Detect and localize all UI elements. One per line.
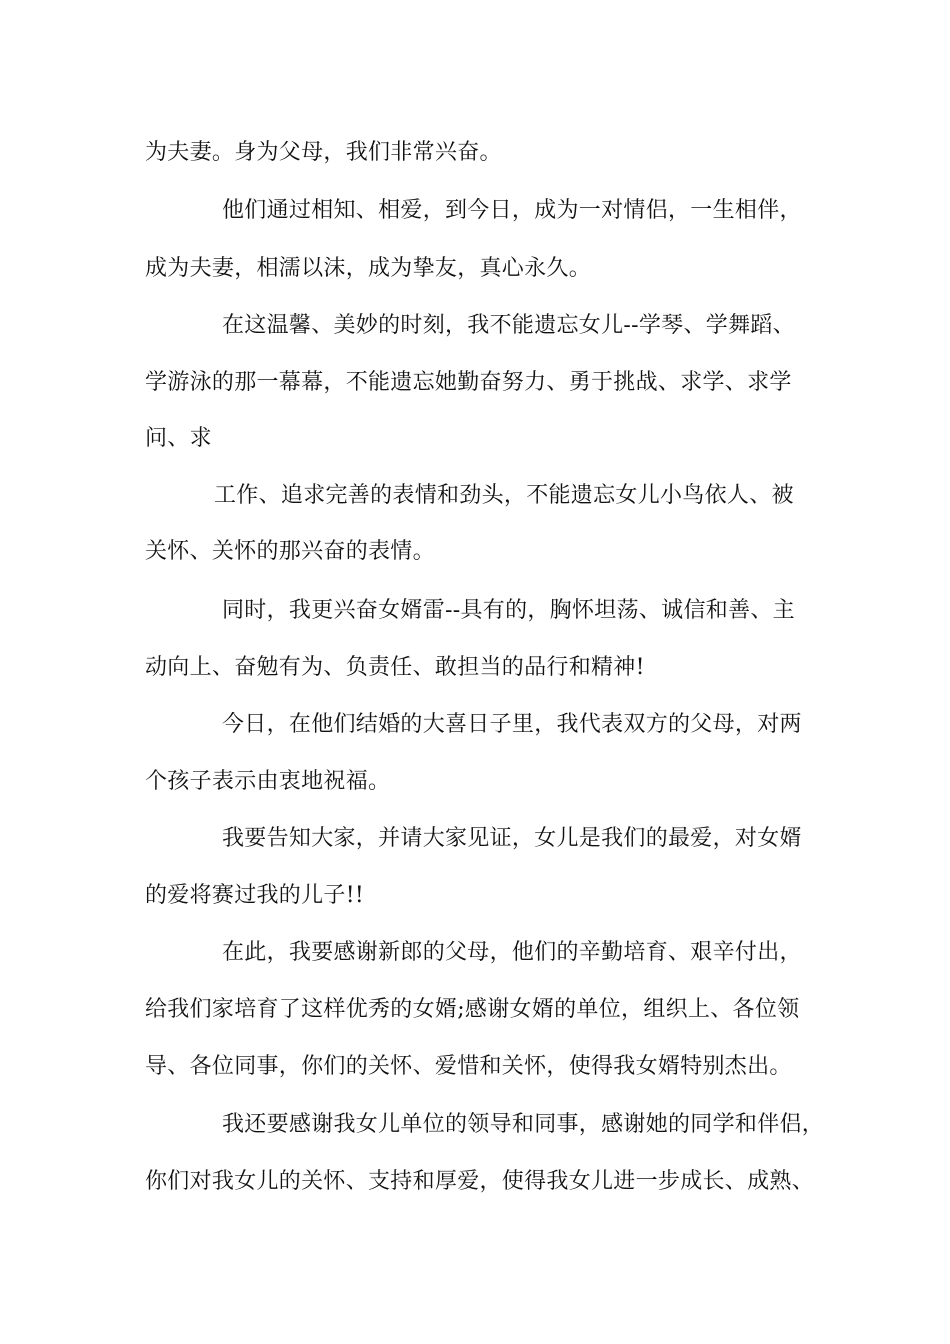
paragraph-start-line: 在这温馨、美妙的时刻，我不能遗忘女儿--学琴、学舞蹈、 bbox=[222, 313, 795, 338]
paragraph-start-line: 今日，在他们结婚的大喜日子里，我代表双方的父母，对两 bbox=[222, 712, 802, 737]
text-line: 导、各位同事，你们的关怀、爱惜和关怀，使得我女婿特别杰出。 bbox=[145, 1054, 792, 1079]
text-line: 为夫妻。身为父母，我们非常兴奋。 bbox=[145, 140, 502, 165]
text-line: 学游泳的那一幕幕，不能遗忘她勤奋努力、勇于挑战、求学、求学 bbox=[145, 370, 792, 395]
text-line: 给我们家培育了这样优秀的女婿;感谢女婿的单位，组织上、各位领 bbox=[145, 997, 800, 1022]
text-line: 问、求 bbox=[145, 426, 212, 451]
paragraph-start-line: 工作、追求完善的表情和劲头，不能遗忘女儿小鸟依人、被 bbox=[214, 483, 794, 508]
paragraph-start-line: 我还要感谢我女儿单位的领导和同事，感谢她的同学和伴侣， bbox=[222, 1112, 825, 1137]
text-line: 成为夫妻，相濡以沫，成为挚友，真心永久。 bbox=[145, 256, 592, 281]
paragraph-start-line: 同时，我更兴奋女婿雷--具有的，胸怀坦荡、诚信和善、主 bbox=[222, 598, 795, 623]
text-line: 的爱将赛过我的儿子!! bbox=[145, 883, 364, 908]
paragraph-start-line: 在此，我要感谢新郎的父母，他们的辛勤培育、艰辛付出， bbox=[222, 940, 802, 965]
paragraph-start-line: 他们通过相知、相爱，到今日，成为一对情侣，一生相伴， bbox=[222, 198, 802, 223]
paragraph-start-line: 我要告知大家，并请大家见证，女儿是我们的最爱，对女婿 bbox=[222, 826, 802, 851]
text-line: 个孩子表示由衷地祝福。 bbox=[145, 769, 391, 794]
text-line: 你们对我女儿的关怀、支持和厚爱，使得我女儿进一步成长、成熟、 bbox=[145, 1169, 815, 1194]
text-line: 关怀、关怀的那兴奋的表情。 bbox=[145, 539, 435, 564]
text-line: 动向上、奋勉有为、负责任、敢担当的品行和精神! bbox=[145, 655, 645, 680]
